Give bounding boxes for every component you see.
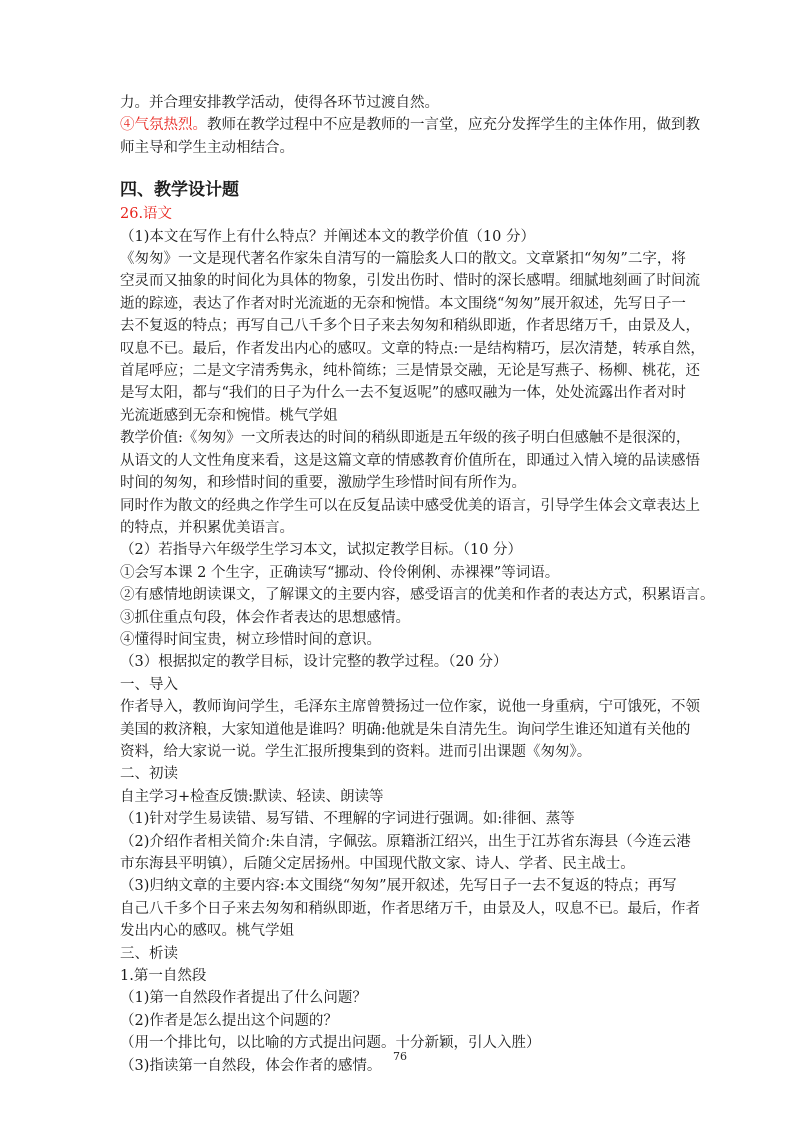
- list-item: （1)第一自然段作者提出了什么问题？: [120, 990, 367, 1007]
- subsection-title: 1.第一自然段: [120, 968, 207, 985]
- subsection-title: 三、析读: [120, 945, 178, 962]
- text-line: 首尾呼应；二是文字清秀隽永，纯朴简练；三是情景交融，无论是写燕子、杨柳、桃花，还: [120, 363, 700, 380]
- text-line: 叹息不已。最后，作者发出内心的感叹。文章的特点:一是结构精巧，层次清楚，转承自然，: [120, 340, 705, 357]
- list-item: （3)归纳文章的主要内容:本文围绕“匆匆”展开叙述，先写日子一去不复返的特点；再写: [120, 878, 677, 895]
- item-text: 教师在教学过程中不应是教师的一言堂，应充分发挥学生的主体作用，做到教: [207, 117, 700, 134]
- paragraph: [120, 427, 700, 494]
- text-line: 资料，给大家说一说。学生汇报所搜集到的资料。进而引出课题《匆匆》。: [120, 743, 592, 760]
- text-line: 《匆匆》一文是现代著名作家朱自清写的一篇脍炙人口的散文。文章紧扣“匆匆”二字，将: [120, 251, 686, 268]
- question-prompt: （1)本文在写作上有什么特点？并阐述本文的教学价值（10 分）: [120, 228, 535, 245]
- text-line: 是写太阳，都与“我们的日子为什么一去不复返呢”的感叹融为一体，处处流露出作者对时: [120, 385, 686, 402]
- goal-item: ④懂得时间宝贵，树立珍惜时间的意识。: [120, 631, 381, 648]
- list-item: 自己八千多个日子来去匆匆和稍纵即逝，作者思绪万千，由景及人，叹息不已。最后，作者: [120, 900, 700, 917]
- list-item: （用一个排比句，以比喻的方式提出问题。十分新颖，引人入胜）: [120, 1035, 541, 1052]
- list-item: 发出内心的感叹。桃气学姐: [120, 923, 294, 940]
- text-line: 自主学习+检查反馈:默读、轻读、朗读等: [120, 788, 384, 805]
- item-label: ④气氛热烈。: [120, 117, 207, 134]
- list-item: （2)介绍作者相关简介:朱自清，字佩弦。原籍浙江绍兴，出生于江苏省东海县（今连云港: [120, 833, 691, 850]
- question-label: 26.语文: [120, 206, 173, 223]
- goal-item: ③抓住重点句段，体会作者表达的思想感情。: [120, 609, 410, 626]
- list-item: （3)指读第一自然段，体会作者的感情。: [120, 1057, 382, 1074]
- question-prompt: （3）根据拟定的教学目标，设计完整的教学过程。（20 分）: [120, 654, 508, 671]
- paragraph: [120, 495, 700, 540]
- paragraph: [120, 248, 705, 427]
- page-number: 76: [393, 1050, 407, 1063]
- list-item: 市东海县平明镇），后随父定居扬州。中国现代散文家、诗人、学者、民主战士。: [120, 856, 635, 872]
- text-line: 教学价值:《匆匆》一文所表达的时间的稍纵即逝是五年级的孩子明白但感触不是很深的，: [120, 430, 691, 447]
- text-line: 空灵而又抽象的时间化为具体的物象，引发出伤时、惜时的深长感喟。细腻地刻画了时间流: [120, 273, 700, 290]
- document-page: [120, 92, 715, 1077]
- text-line: 光流逝感到无奈和惋惜。桃气学姐: [120, 407, 338, 424]
- goal-item: ①会写本课 2 个生字，正确读写“挪动、伶伶俐俐、赤裸裸”等词语。: [120, 564, 560, 581]
- text-line: 力。并合理安排教学活动，使得各环节过渡自然。: [120, 95, 439, 111]
- text-line: 的特点，并积累优美语言。: [120, 519, 294, 536]
- text-line: 逝的踪迹，表达了作者对时光流逝的无奈和惋惜。本文围绕“匆匆”展开叙述，先写日子一: [120, 295, 686, 312]
- text-line: 作者导入，教师询问学生，毛泽东主席曾赞扬过一位作家，说他一身重病，宁可饿死，不领: [120, 699, 700, 716]
- text-line: 去不复返的特点；再写自己八千多个日子来去匆匆和稍纵即逝，作者思绪万千，由景及人，: [120, 318, 700, 335]
- text-line: 同时作为散文的经典之作学生可以在反复品读中感受优美的语言，引导学生体会文章表达上: [120, 497, 700, 514]
- section-heading: 四、教学设计题: [120, 180, 239, 201]
- list-item: （2)作者是怎么提出这个问题的？: [120, 1012, 338, 1029]
- subsection-title: 一、导入: [120, 676, 178, 693]
- text-line: 从语文的人文性角度来看，这是这篇文章的情感教育价值所在，即通过入情入境的品读感悟: [120, 452, 700, 469]
- text-line: 美国的救济粮，大家知道他是谁吗？明确:他就是朱自清先生。询问学生谁还知道有关他的: [120, 721, 691, 738]
- list-item: （1)针对学生易读错、易写错、不理解的字词进行强调。如:徘徊、蒸等: [120, 811, 575, 828]
- text-line: [120, 114, 700, 136]
- subsection-title: 二、初读: [120, 766, 178, 783]
- goal-item: ②有感情地朗读课文，了解课文的主要内容，感受语言的优美和作者的表达方式，积累语言。: [120, 587, 715, 604]
- text-line: 师主导和学生主动相结合。: [120, 139, 294, 156]
- question-prompt: （2）若指导六年级学生学习本文，试拟定教学目标。（10 分）: [120, 542, 523, 559]
- text-line: 时间的匆匆，和珍惜时间的重要，激励学生珍惜时间有所作为。: [120, 475, 526, 492]
